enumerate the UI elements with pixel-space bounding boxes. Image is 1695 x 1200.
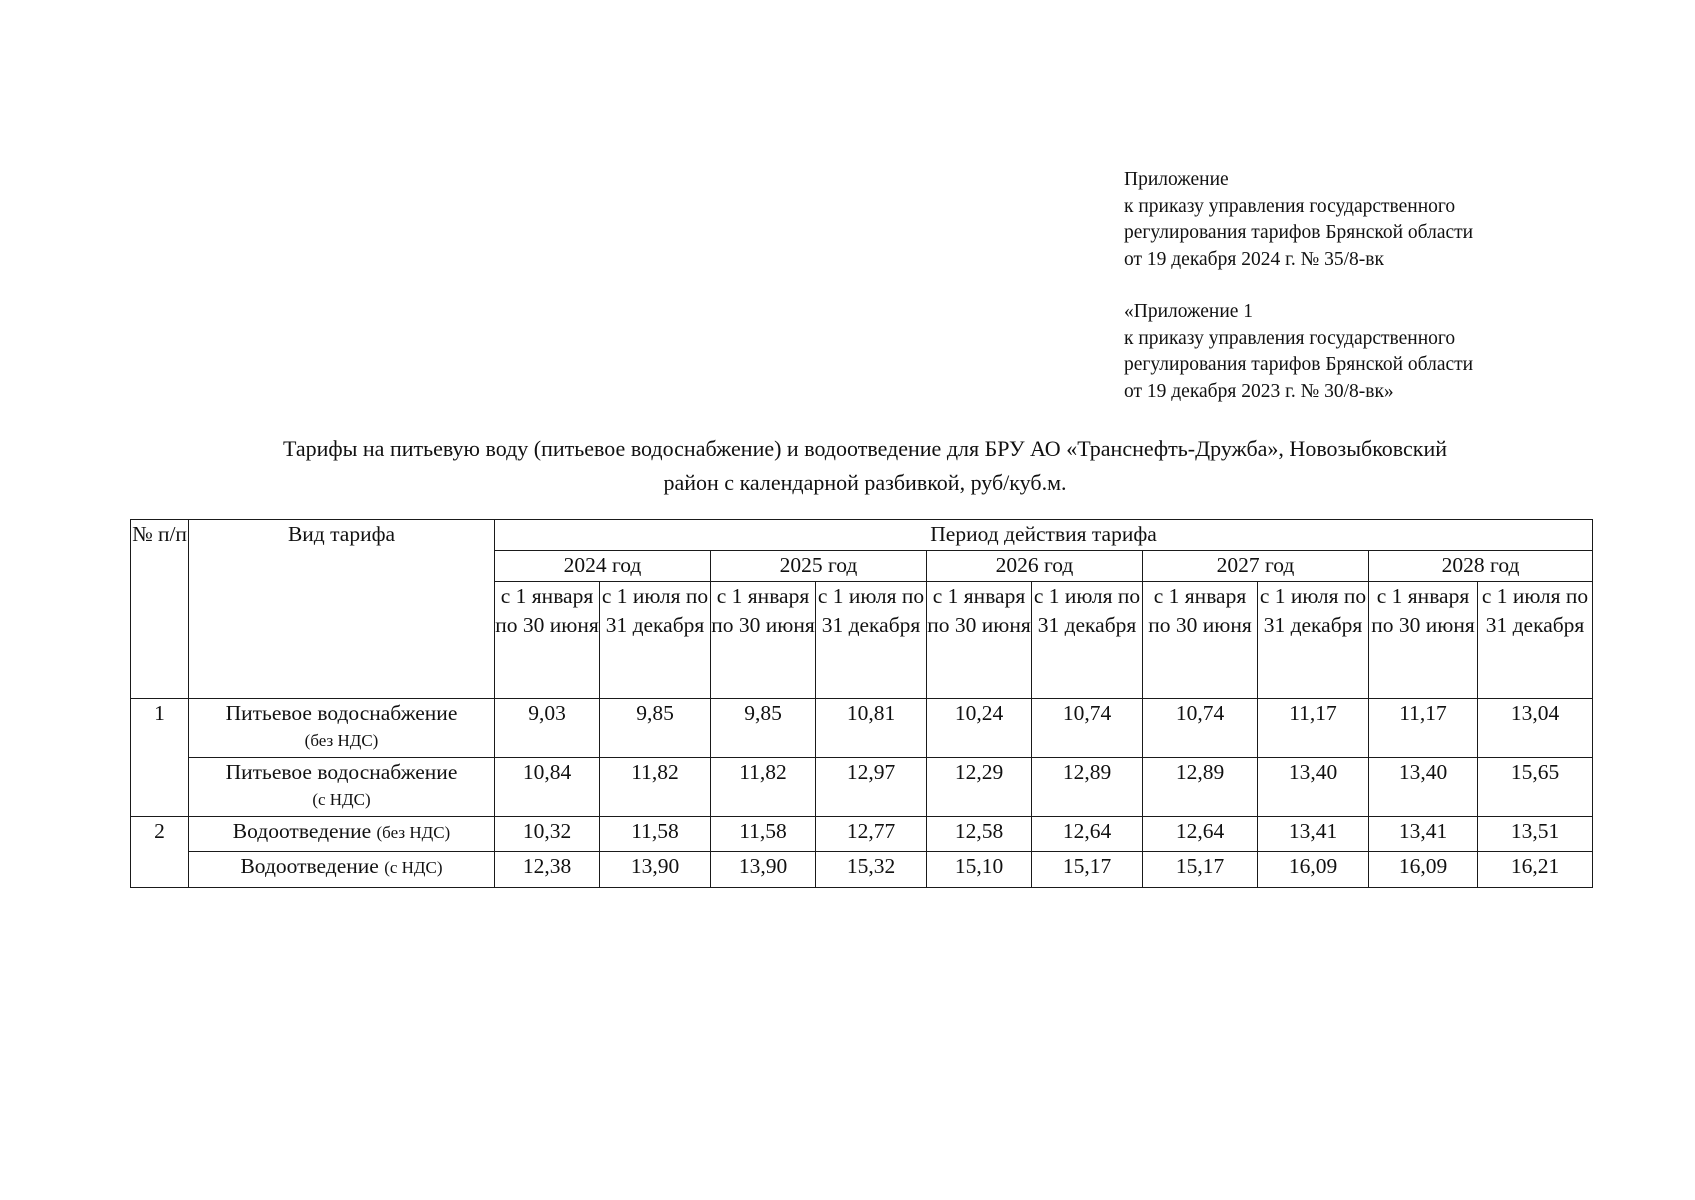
document-title-line-2: район с календарной разбивкой, руб/куб.м. xyxy=(663,470,1067,495)
tariff-value: 12,64 xyxy=(1032,817,1143,852)
tariff-value: 13,90 xyxy=(600,852,711,888)
tariff-value: 10,84 xyxy=(495,758,600,817)
tariff-value: 10,74 xyxy=(1143,699,1258,758)
header-year: 2028 год xyxy=(1369,551,1593,582)
header-row-period xyxy=(131,520,1593,551)
appendix-line: к приказу управления государственного xyxy=(1124,327,1456,349)
header-subperiod: с 1 января по 30 июня xyxy=(927,582,1032,699)
header-subperiod: с 1 января по 30 июня xyxy=(711,582,816,699)
appendix-line: «Приложение 1 xyxy=(1124,301,1254,322)
tariff-name-cell xyxy=(189,758,495,817)
header-subperiod: с 1 июля по 31 декабря xyxy=(1258,582,1369,699)
tariff-value: 13,40 xyxy=(1258,758,1369,817)
header-subperiod: с 1 января по 30 июня xyxy=(1369,582,1478,699)
tariff-value: 11,17 xyxy=(1258,699,1369,758)
table-row xyxy=(131,817,1593,852)
tariff-qualifier: (без НДС) xyxy=(304,731,379,750)
tariff-value: 12,64 xyxy=(1143,817,1258,852)
tariff-value: 15,17 xyxy=(1143,852,1258,888)
header-year: 2025 год xyxy=(711,551,927,582)
tariff-value: 12,29 xyxy=(927,758,1032,817)
header-subperiod: с 1 января по 30 июня xyxy=(495,582,600,699)
tariff-name: Питьевое водоснабжение xyxy=(225,701,458,725)
tariff-value: 11,58 xyxy=(600,817,711,852)
tariff-value: 9,85 xyxy=(711,699,816,758)
tariff-name: Питьевое водоснабжение xyxy=(225,760,458,784)
tariff-value: 12,97 xyxy=(816,758,927,817)
header-subperiod: с 1 июля по 31 декабря xyxy=(816,582,927,699)
tariff-value: 13,40 xyxy=(1369,758,1478,817)
tariff-value: 10,32 xyxy=(495,817,600,852)
tariff-value: 10,81 xyxy=(816,699,927,758)
header-subperiod: с 1 июля по 31 декабря xyxy=(1478,582,1593,699)
appendix-line: к приказу управления государственного xyxy=(1124,195,1456,217)
tariff-value: 16,09 xyxy=(1258,852,1369,888)
tariff-value: 13,41 xyxy=(1369,817,1478,852)
document-title-line-1: Тарифы на питьевую воду (питьевое водоснабжение) и водоотведение для БРУ АО «Транснефть-Дружба», Новозыбковский xyxy=(282,436,1448,461)
appendix-line: от 19 декабря 2023 г. № 30/8-вк» xyxy=(1124,380,1394,402)
tariff-value: 12,89 xyxy=(1032,758,1143,817)
header-number: № п/п xyxy=(131,520,189,699)
tariff-value: 15,32 xyxy=(816,852,927,888)
tariff-value: 12,89 xyxy=(1143,758,1258,817)
header-period: Период действия тарифа xyxy=(495,520,1593,551)
appendix-line: от 19 декабря 2024 г. № 35/8-вк xyxy=(1124,248,1384,270)
tariff-value: 16,21 xyxy=(1478,852,1593,888)
tariff-name-cell xyxy=(189,699,495,758)
appendix-line: Приложение xyxy=(1124,169,1229,190)
tariff-value: 16,09 xyxy=(1369,852,1478,888)
header-subperiod: с 1 января по 30 июня xyxy=(1143,582,1258,699)
tariff-name-cell xyxy=(189,817,495,852)
tariff-value: 11,17 xyxy=(1369,699,1478,758)
tariff-value: 11,82 xyxy=(600,758,711,817)
tariff-value: 15,17 xyxy=(1032,852,1143,888)
tariff-table xyxy=(130,519,1593,888)
tariff-value: 13,04 xyxy=(1478,699,1593,758)
tariff-name-cell xyxy=(189,852,495,888)
tariff-value: 12,38 xyxy=(495,852,600,888)
table-row xyxy=(131,852,1593,888)
header-subperiod: с 1 июля по 31 декабря xyxy=(600,582,711,699)
tariff-value: 13,41 xyxy=(1258,817,1369,852)
table-row xyxy=(131,699,1593,758)
tariff-qualifier: (с НДС) xyxy=(384,858,443,877)
document-title xyxy=(150,432,1580,500)
header-year: 2026 год xyxy=(927,551,1143,582)
tariff-value: 10,24 xyxy=(927,699,1032,758)
tariff-value: 9,85 xyxy=(600,699,711,758)
table-row xyxy=(131,758,1593,817)
appendix-block-current xyxy=(1124,167,1644,273)
tariff-value: 12,77 xyxy=(816,817,927,852)
tariff-name: Водоотведение xyxy=(232,819,372,843)
tariff-value: 11,82 xyxy=(711,758,816,817)
header-subperiod: с 1 июля по 31 декабря xyxy=(1032,582,1143,699)
header-tariff-type: Вид тарифа xyxy=(189,520,495,699)
header-year: 2024 год xyxy=(495,551,711,582)
tariff-value: 13,51 xyxy=(1478,817,1593,852)
tariff-value: 11,58 xyxy=(711,817,816,852)
tariff-name: Водоотведение xyxy=(240,854,379,878)
tariff-value: 12,58 xyxy=(927,817,1032,852)
appendix-block-original xyxy=(1124,299,1644,405)
tariff-qualifier: (с НДС) xyxy=(312,790,371,809)
header-year: 2027 год xyxy=(1143,551,1369,582)
row-number: 1 xyxy=(131,699,189,817)
tariff-value: 9,03 xyxy=(495,699,600,758)
appendix-line: регулирования тарифов Брянской области xyxy=(1124,222,1474,243)
tariff-qualifier: (без НДС) xyxy=(376,823,451,842)
tariff-value: 15,10 xyxy=(927,852,1032,888)
tariff-value: 13,90 xyxy=(711,852,816,888)
appendix-line: регулирования тарифов Брянской области xyxy=(1124,354,1474,375)
tariff-value: 10,74 xyxy=(1032,699,1143,758)
tariff-value: 15,65 xyxy=(1478,758,1593,817)
row-number: 2 xyxy=(131,817,189,888)
